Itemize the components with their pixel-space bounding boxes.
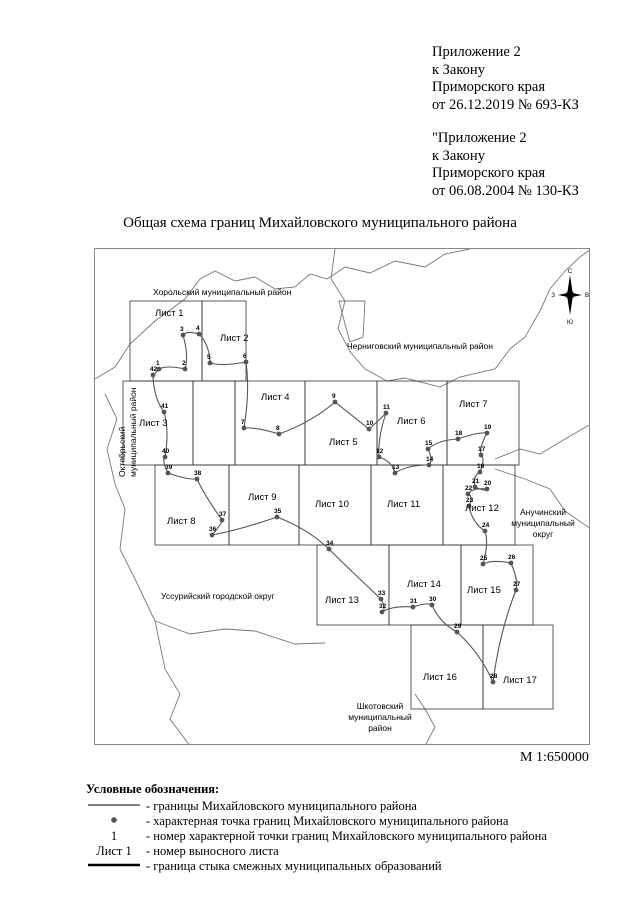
- header-block-b: [432, 130, 579, 200]
- boundary-point-number: 15: [425, 440, 433, 447]
- header-line: Приморского края: [432, 165, 546, 181]
- boundary-point-number: 9: [332, 393, 336, 400]
- header-line: Приморского края: [432, 79, 546, 95]
- district-map: [95, 249, 590, 745]
- boundary-point-number: 38: [194, 470, 202, 477]
- region-label-oktyabr: Октябрьский: [117, 426, 127, 477]
- boundary-point: [466, 492, 471, 497]
- sheet-labels: [139, 308, 537, 686]
- legend-item: [86, 844, 279, 859]
- region-label-shkotovo: район: [368, 723, 392, 733]
- sheet-label: Лист 16: [423, 672, 457, 683]
- boundary-point-number: 30: [429, 596, 437, 603]
- boundary-point-number: 16: [477, 463, 485, 470]
- sheet-label: Лист 17: [503, 675, 537, 686]
- boundary-point-number: 34: [326, 540, 334, 547]
- boundary-point-number: 19: [484, 424, 492, 431]
- compass-s: Ю: [566, 320, 574, 326]
- region-label-shkotovo: муниципальный: [348, 712, 412, 722]
- neighbor-borders: [95, 249, 590, 745]
- sheet-label: Лист 12: [465, 503, 499, 514]
- boundary-point-number: 27: [513, 581, 521, 588]
- legend-item: [86, 859, 442, 874]
- region-label-shkotovo: Шкотовский: [356, 701, 404, 711]
- boundary-point: [151, 373, 156, 378]
- compass-n: С: [567, 269, 573, 275]
- boundary-point-number: 32: [379, 603, 387, 610]
- boundary-point: [509, 561, 514, 566]
- boundary-point-number: 12: [376, 448, 384, 455]
- boundary-point: [491, 680, 496, 685]
- map-frame: [94, 248, 590, 745]
- sheet-label: Лист 2: [220, 333, 249, 344]
- region-label-chernigov: Черниговский муниципальный район: [347, 341, 493, 351]
- boundary-point-number: 11: [383, 404, 390, 411]
- boundary-point-number: 2: [182, 360, 186, 367]
- boundary-point-number: 21: [472, 478, 480, 485]
- legend: [86, 782, 547, 874]
- legend-item: [86, 829, 547, 844]
- boundary-point-number: 29: [454, 623, 462, 630]
- sheet-label: Лист 7: [459, 399, 488, 410]
- header-line: от 06.08.2004 № 130-КЗ: [432, 182, 579, 199]
- boundary-point: [456, 437, 461, 442]
- boundary-point-number: 1: [156, 360, 160, 367]
- boundary-point: [485, 431, 490, 436]
- boundary-point: [379, 597, 384, 602]
- boundary-point-number: 35: [274, 508, 282, 515]
- boundary-point-number: 42: [150, 366, 158, 373]
- boundary-point: [333, 400, 338, 405]
- boundary-point: [208, 361, 213, 366]
- compass-w: З: [551, 293, 555, 299]
- boundary-point-number: 39: [165, 464, 173, 471]
- boundary-point: [483, 529, 488, 534]
- boundary-point-number: 26: [508, 554, 516, 561]
- legend-item: [86, 814, 509, 829]
- boundary-point: [367, 427, 372, 432]
- boundary-point-number: 20: [484, 480, 492, 487]
- boundary-point: [197, 332, 202, 337]
- sheet-label: Лист 13: [325, 595, 359, 606]
- boundary-point: [181, 333, 186, 338]
- boundary-point: [427, 463, 432, 468]
- boundary-point-number: 41: [161, 403, 169, 410]
- boundary-point: [455, 630, 460, 635]
- boundary-point-number: 8: [276, 425, 280, 432]
- boundary-point-number: 24: [482, 522, 490, 529]
- boundary-point-number: 25: [480, 555, 488, 562]
- boundary-point: [384, 411, 389, 416]
- boundary-point: [481, 562, 486, 567]
- legend-text: - характерная точка границ Михайловского муниципального района: [146, 814, 509, 828]
- map-scale: М 1:650000: [520, 750, 589, 765]
- boundary-point: [485, 487, 490, 492]
- boundary-point: [210, 533, 215, 538]
- header-line: к Закону: [432, 147, 485, 164]
- boundary-point-number: 22: [465, 485, 473, 492]
- region-label-anuchino: Анучинский: [520, 507, 566, 517]
- sheet-label: Лист 8: [167, 516, 196, 527]
- boundary-point: [430, 603, 435, 608]
- boundary-point: [478, 470, 483, 475]
- boundary-point: [393, 471, 398, 476]
- boundary-point: [157, 367, 162, 372]
- sheet-label: Лист 1: [155, 308, 184, 319]
- sheet-label: Лист 5: [329, 437, 358, 448]
- boundary-point-number: 14: [426, 456, 434, 463]
- region-label-oktyabr: муниципальный район: [128, 387, 138, 477]
- boundary-point: [220, 518, 225, 523]
- legend-dot-symbol: [86, 814, 142, 829]
- region-label-khorol: Хорольский муниципальный район: [153, 287, 292, 297]
- sheet-label: Лист 4: [261, 392, 290, 403]
- compass-e: В: [585, 293, 590, 299]
- compass-rose-icon: [551, 269, 589, 326]
- legend-number-symbol: 1: [110, 829, 118, 843]
- sheet-label: Лист 15: [467, 585, 501, 596]
- sheet-label: Лист 3: [139, 418, 168, 429]
- boundary-point: [166, 471, 171, 476]
- boundary-point: [277, 432, 282, 437]
- boundary-point: [426, 447, 431, 452]
- map-title: Общая схема границ Михайловского муниципального района: [123, 215, 517, 231]
- boundary-point: [380, 610, 385, 615]
- boundary-point-number: 37: [219, 511, 227, 518]
- region-label-ussuriysk: Уссурийский городской округ: [161, 591, 275, 601]
- boundary-point-number: 33: [378, 590, 386, 597]
- boundary-point-number: 3: [180, 326, 184, 333]
- legend-thick-line-symbol: [86, 859, 142, 874]
- boundary-point: [479, 453, 484, 458]
- boundary-point: [195, 477, 200, 482]
- legend-text: - номер характерной точки границ Михайловского муниципального района: [146, 829, 547, 843]
- boundary-point: [514, 588, 519, 593]
- sheet-label: Лист 9: [248, 492, 277, 503]
- sheet-label: Лист 14: [407, 579, 441, 590]
- boundary-point: [183, 367, 188, 372]
- boundary-point-number: 5: [207, 354, 211, 361]
- boundary-point-number: 7: [241, 419, 245, 426]
- boundary-point: [244, 360, 249, 365]
- header-block-a: [432, 44, 579, 114]
- boundary-point: [162, 410, 167, 415]
- boundary-point-number: 40: [162, 448, 170, 455]
- boundary-point: [377, 455, 382, 460]
- header-line: к Закону: [432, 61, 485, 78]
- boundary-point: [327, 547, 332, 552]
- sheet-label: Лист 10: [315, 499, 349, 510]
- boundary-point-number: 4: [196, 325, 200, 332]
- boundary-point-number: 6: [243, 353, 247, 360]
- legend-title: Условные обозначения:: [86, 782, 220, 796]
- sheet-label: Лист 6: [397, 416, 426, 427]
- boundary-point: [473, 485, 478, 490]
- header-line: "Приложение 2: [432, 130, 527, 146]
- boundary-point-number: 17: [478, 446, 486, 453]
- region-label-anuchino: муниципальный: [511, 518, 575, 528]
- header-line: Приложение 2: [432, 44, 521, 60]
- boundary-point-number: 28: [490, 673, 498, 680]
- boundary-point: [163, 455, 168, 460]
- legend-text: - граница стыка смежных муниципальных образований: [146, 859, 442, 873]
- region-label-anuchino: округ: [532, 529, 554, 539]
- boundary-point-number: 31: [410, 598, 418, 605]
- boundary-point: [242, 426, 247, 431]
- legend-item: [86, 799, 417, 814]
- sheet-label: Лист 11: [387, 499, 421, 510]
- boundary-point-number: 10: [366, 420, 374, 427]
- legend-text: - границы Михайловского муниципального района: [146, 799, 417, 813]
- legend-text: - номер выносного листа: [146, 844, 279, 858]
- boundary-point-number: 13: [392, 464, 400, 471]
- boundary-point-number: 36: [209, 526, 217, 533]
- legend-line-symbol: [86, 799, 142, 814]
- boundary-point-number: 18: [455, 430, 463, 437]
- boundary-point: [275, 515, 280, 520]
- boundary-point: [411, 605, 416, 610]
- header-line: от 26.12.2019 № 693-КЗ: [432, 96, 579, 113]
- boundary-point-number: 23: [466, 497, 474, 504]
- legend-sheet-symbol: Лист 1: [96, 844, 132, 858]
